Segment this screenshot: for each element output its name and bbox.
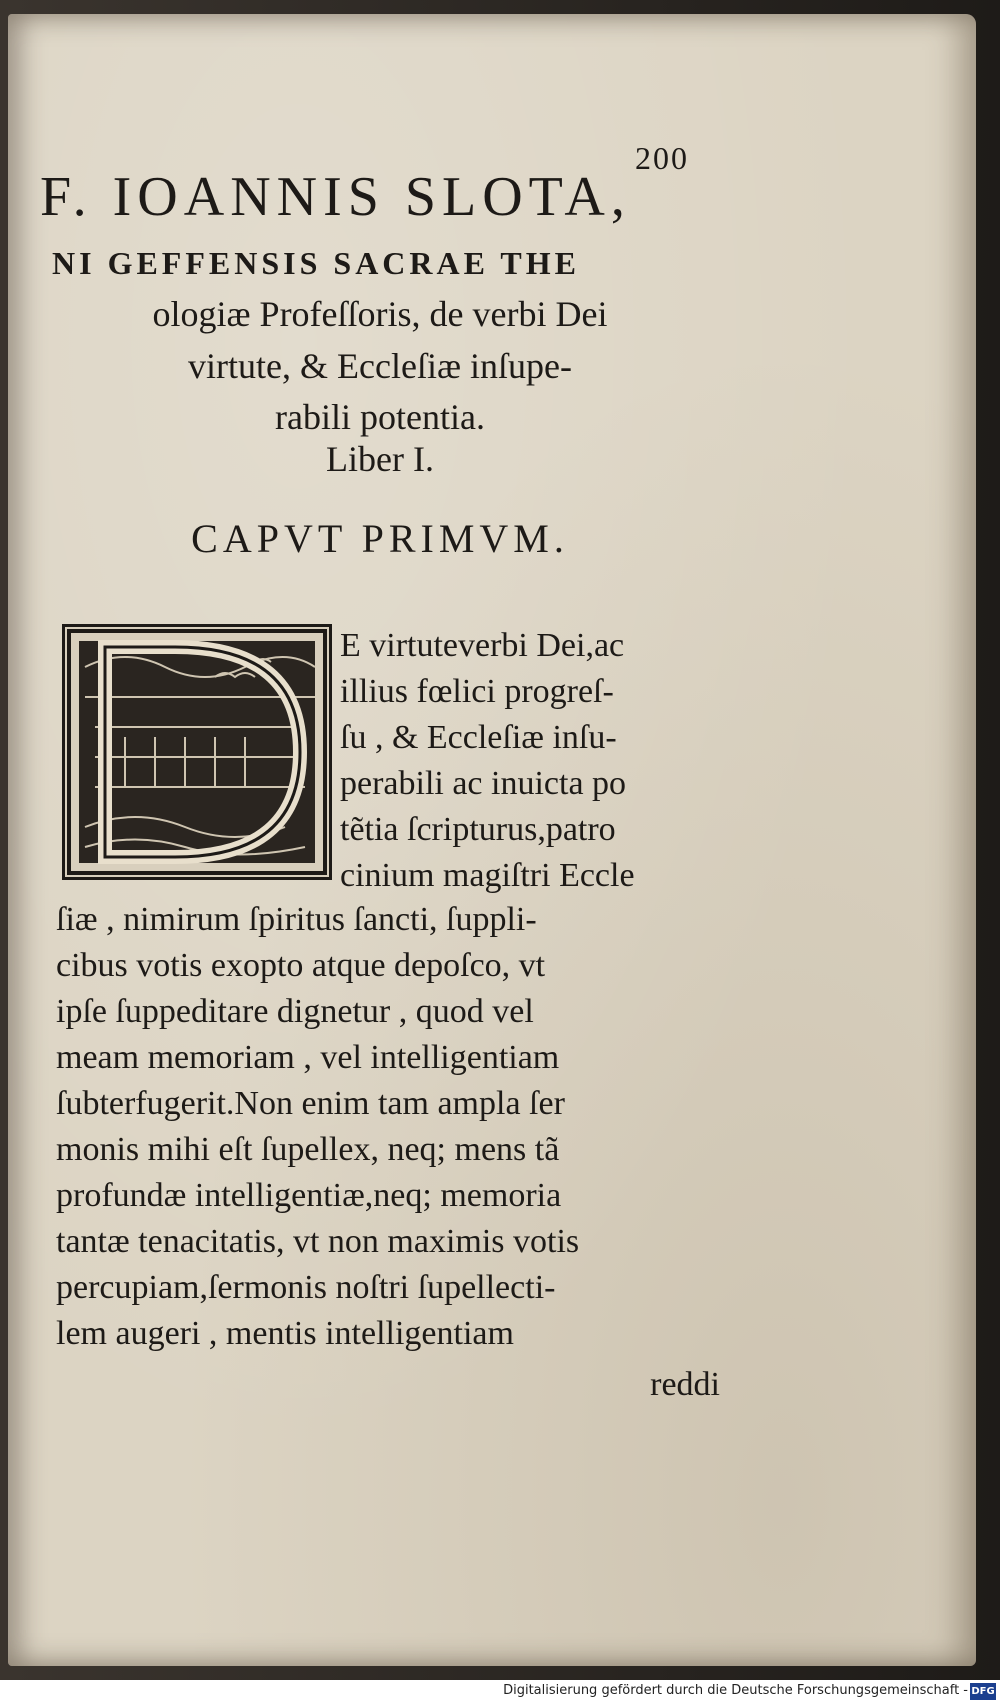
- body-line: tantæ tenacitatis, vt non maximis votis: [56, 1223, 580, 1260]
- page-number: 200: [635, 140, 689, 176]
- book-number: Liber I.: [326, 439, 434, 479]
- body-line: ſiæ , nimirum ſpiritus ſancti, ſuppli-: [56, 901, 537, 938]
- body-line: tẽtia ſcripturus,patro: [340, 811, 616, 848]
- title-line-origin: NI GEFFENSIS SACRAE THE: [52, 245, 580, 281]
- body-line: ſubterfugerit.Non enim tam ampla ſer: [56, 1085, 565, 1122]
- body-line: meam memoriam , vel intelligentiam: [56, 1039, 560, 1076]
- title-line-author: F. IOANNIS SLOTA,: [40, 166, 631, 228]
- body-line: cinium magiſtri Eccle: [340, 857, 635, 894]
- title-line: rabili potentia.: [275, 397, 485, 437]
- body-line: ipſe ſuppeditare dignetur , quod vel: [56, 993, 534, 1030]
- body-line: percupiam,ſermonis noſtri ſupellecti-: [56, 1269, 556, 1306]
- body-line: perabili ac inuicta po: [340, 765, 627, 802]
- body-line: profundæ intelligentiæ,neq; memoria: [56, 1177, 562, 1214]
- dfg-logo-icon[interactable]: DFG: [970, 1683, 996, 1700]
- digitization-footer: [0, 1680, 1000, 1704]
- decorated-initial-letter: [62, 624, 332, 880]
- chapter-heading: CAPVT PRIMVM.: [191, 516, 569, 561]
- title-line: ologiæ Profeſſoris, de verbi Dei: [152, 294, 608, 334]
- body-line: lem augeri , mentis intelligentiam: [56, 1315, 514, 1352]
- body-line: E virtuteverbi Dei,ac: [340, 627, 625, 664]
- body-line: cibus votis exopto atque depoſco, vt: [56, 947, 546, 984]
- title-line: virtute, & Eccleſiæ inſupe-: [188, 346, 572, 386]
- woodcut-initial-illustration: [65, 627, 329, 877]
- footer-credit-text: Digitalisierung gefördert durch die Deutsche Forschungsgemeinschaft -: [503, 1683, 968, 1698]
- catchword: reddi: [650, 1366, 720, 1403]
- body-line: illius fœlici progreſ-: [340, 673, 614, 710]
- body-line: monis mihi eſt ſupellex, neq; mens tã: [56, 1131, 560, 1168]
- body-line: ſu , & Eccleſiæ inſu-: [340, 719, 617, 756]
